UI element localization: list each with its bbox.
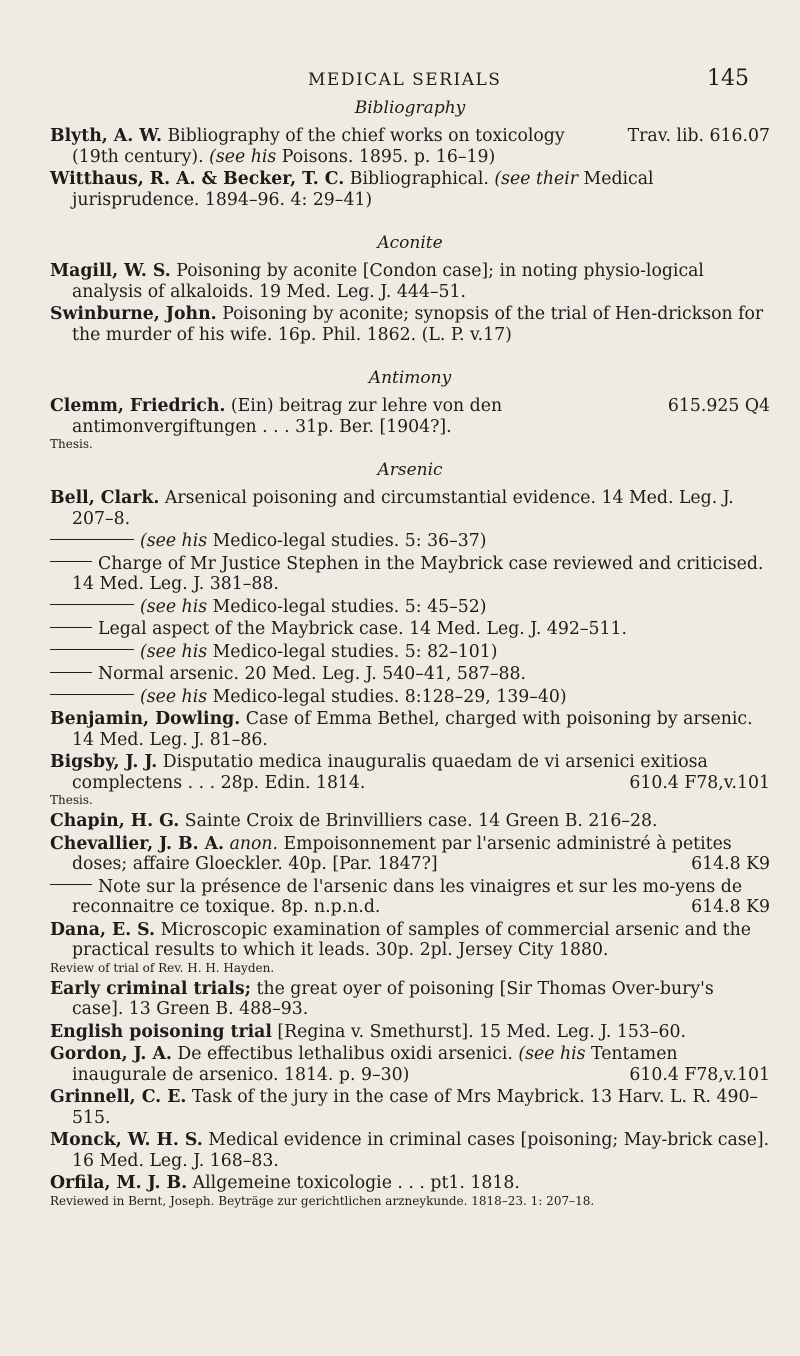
entry-author: Blyth, A. W. [50, 126, 162, 146]
entry-text: Legal aspect of the Maybrick case. 14 Med. Leg. J. 492–511. [98, 619, 627, 639]
entry-author: English poisoning trial [50, 1021, 272, 1042]
entry-gordon [50, 1044, 770, 1085]
entry-text: Bibliography of the chief works on toxicology (19th century). [72, 126, 565, 167]
entry-ref: Medico-legal studies. 5: 36–37) [212, 531, 487, 551]
entry-grinnell [50, 1087, 770, 1128]
entry-ref: Poisons. 1895. p. 16–19) [281, 146, 496, 167]
shelf-mark: Trav. lib. 616.07 [627, 126, 770, 146]
entry-monck [50, 1130, 770, 1171]
ditto-dash [50, 561, 92, 562]
entry-author: Early criminal trials; [50, 978, 252, 999]
ditto-dash [50, 649, 134, 650]
entry-ref: Medico-legal studies. 5: 82–101) [212, 641, 498, 662]
entry-author: Bell, Clark. [50, 488, 160, 508]
entry-bell-6 [50, 642, 770, 663]
section-title-aconite: Aconite [377, 233, 443, 253]
entry-bell-3 [50, 554, 770, 595]
entry-text: Disputatio medica inauguralis quaedam de vi arsenici exitiosa complectens . . . 28p. Edin. 1814. [72, 752, 708, 793]
running-title: MEDICAL SERIALS [308, 70, 502, 90]
see-ref: (see his [140, 686, 208, 707]
entry-text: Poisoning by aconite; synopsis of the trial of Hen-drickson for the murder of his wife. 16p. Phil. 1862. (L. P. v.17) [72, 304, 764, 345]
running-head [0, 66, 800, 90]
entry-author: Benjamin, Dowling. [50, 709, 241, 729]
entry-author: Chapin, H. G. [50, 811, 180, 831]
entry-orfila [50, 1173, 770, 1194]
entry-text: Arsenical poisoning and circumstantial evidence. 14 Med. Leg. J. 207–8. [72, 488, 734, 529]
entry-text: Microscopic examination of samples of commercial arsenic and the practical results to which it leads. 30p. 2pl. Jersey City 1880. [72, 919, 751, 960]
entry-early-criminal-trials [50, 979, 770, 1020]
entry-ref: Tentamen inaugurale de arsenico. 1814. p. 9–30) [72, 1044, 678, 1085]
entry-dana [50, 920, 770, 961]
entry-note: Review of trial of Rev. H. H. Hayden. [50, 960, 275, 975]
see-ref: (see his [140, 641, 208, 662]
entry-text: De effectibus lethalibus oxidi arsenici. [177, 1044, 513, 1064]
entry-note: Thesis. [50, 793, 93, 807]
entry-author: Gordon, J. A. [50, 1044, 172, 1064]
entry-text: Poisoning by aconite [Condon case]; in noting physio-logical analysis of alkaloids. 19 Med. Leg. J. 444–51. [72, 261, 704, 302]
section-title-arsenic: Arsenic [377, 460, 443, 480]
entry-text: Case of Emma Bethel, charged with poisoning by arsenic. 14 Med. Leg. J. 81–86. [72, 709, 753, 750]
entry-text: [Regina v. Smethurst]. 15 Med. Leg. J. 153–60. [277, 1021, 686, 1042]
entry-author: Dana, E. S. [50, 919, 156, 940]
entry-author: Monck, W. H. S. [50, 1130, 203, 1150]
entry-ref: Medico-legal studies. 8:128–29, 139–40) [212, 686, 567, 707]
entry-note: Reviewed in Bernt, Joseph. Beyträge zur gerichtlichen arzneykunde. 1818–23. 1: 207–18. [50, 1193, 595, 1208]
entry-magill [50, 261, 770, 302]
page-body [50, 97, 770, 1212]
section-title-antimony: Antimony [368, 368, 452, 388]
entry-swinburne [50, 304, 770, 345]
entry-bell-7 [50, 664, 770, 685]
ditto-dash [50, 884, 92, 885]
entry-note: Thesis. [50, 437, 93, 451]
see-ref: (see his [209, 146, 277, 167]
entry-author: Clemm, Friedrich. [50, 396, 226, 416]
entry-text: the great oyer of poisoning [Sir Thomas Over-bury's case]. 13 Green B. 488–93. [72, 978, 714, 1019]
entry-text: (Ein) beitrag zur lehre von den antimonvergiftungen . . . 31p. Ber. [1904?]. [72, 396, 503, 437]
shelf-mark: 610.4 F78,v.101 [629, 1064, 770, 1085]
entry-ref: Medical jurisprudence. 1894–96. 4: 29–41) [72, 169, 654, 210]
entry-author: Orfila, M. J. B. [50, 1173, 188, 1193]
entry-clemm [50, 396, 770, 437]
entry-bigsby [50, 752, 770, 793]
entry-benjamin [50, 709, 770, 750]
entry-chevallier [50, 834, 770, 875]
entry-bell-4 [50, 597, 770, 618]
ditto-dash [50, 604, 134, 605]
ditto-dash [50, 672, 92, 673]
shelf-mark: 615.925 Q4 [667, 396, 770, 416]
entry-chapin [50, 811, 770, 832]
see-ref: (see their [494, 169, 579, 189]
ditto-dash [50, 539, 134, 540]
entry-author: Bigsby, J. J. [50, 752, 158, 772]
anon-mark: anon. [229, 833, 279, 854]
entry-bell-2 [50, 531, 770, 552]
ditto-dash [50, 694, 134, 695]
entry-witthaus [50, 169, 770, 210]
entry-text: Allgemeine toxicologie . . . pt1. 1818. [192, 1173, 520, 1193]
section-title-bibliography: Bibliography [354, 98, 466, 118]
entry-english-poisoning-trial [50, 1022, 770, 1043]
see-ref: (see his [140, 531, 208, 551]
shelf-mark: 614.8 K9 [691, 854, 770, 874]
entry-text: Sainte Croix de Brinvilliers case. 14 Green B. 216–28. [184, 811, 658, 831]
entry-blyth [50, 126, 770, 167]
shelf-mark: 610.4 F78,v.101 [629, 772, 770, 793]
entry-author: Magill, W. S. [50, 261, 171, 281]
entry-text: Charge of Mr Justice Stephen in the Maybrick case reviewed and criticised. 14 Med. Leg. J. 381–88. [72, 553, 764, 594]
see-ref: (see his [140, 596, 208, 617]
page-number: 145 [707, 66, 749, 91]
entry-text: Task of the jury in the case of Mrs Maybrick. 13 Harv. L. R. 490–515. [72, 1087, 759, 1128]
entry-author: Chevallier, J. B. A. [50, 833, 225, 854]
ditto-dash [50, 627, 92, 628]
entry-text: Empoisonnement par l'arsenic administré à petites doses; affaire Gloeckler. 40p. [Par. 1847?] [72, 833, 732, 874]
entry-text: Medical evidence in criminal cases [poisoning; May-brick case]. 16 Med. Leg. J. 168–83. [72, 1130, 770, 1171]
entry-author: Swinburne, John. [50, 304, 217, 324]
entry-ref: Medico-legal studies. 5: 45–52) [212, 596, 487, 617]
entry-bell [50, 488, 770, 529]
shelf-mark: 614.8 K9 [691, 897, 770, 917]
entry-text: Bibliographical. [349, 169, 489, 189]
entry-text: Normal arsenic. 20 Med. Leg. J. 540–41, 587–88. [98, 664, 526, 684]
entry-bell-5 [50, 619, 770, 640]
entry-bell-8 [50, 687, 770, 708]
see-ref: (see his [518, 1044, 586, 1064]
entry-author: Grinnell, C. E. [50, 1087, 187, 1107]
entry-author: Witthaus, R. A. & Becker, T. C. [50, 169, 345, 189]
entry-chevallier-2 [50, 877, 770, 918]
entry-text: Note sur la présence de l'arsenic dans les vinaigres et sur les mo-yens de reconnaitre ce toxique. 8p. n.p.n.d. [72, 876, 743, 917]
